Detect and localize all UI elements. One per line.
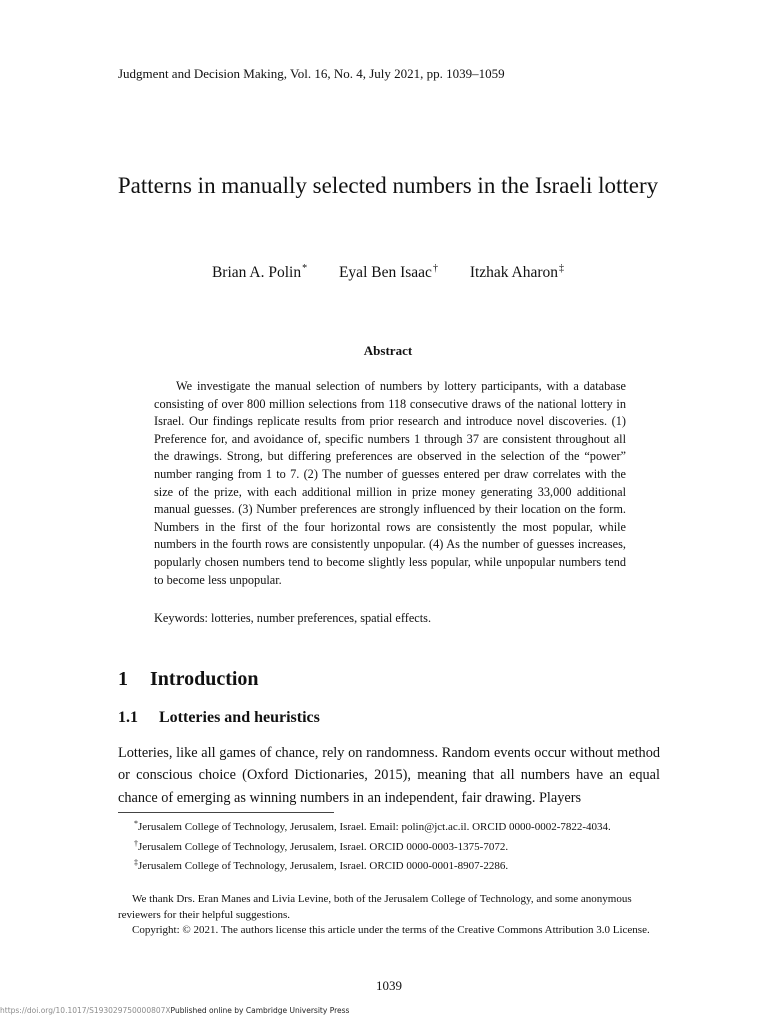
acknowledgment: We thank Drs. Eran Manes and Livia Levine, both of the Jerusalem College of Technology, and some anonymous reviewers for their helpful suggestions. (118, 893, 632, 921)
author-mark: ‡ (559, 263, 565, 274)
author-name: Itzhak Aharon (469, 264, 559, 281)
abstract-text: We investigate the manual selection of numbers by lottery participants, with a database consisting of over 800 million selections from 118 consecutive draws of the national lottery in Israel. Our findings replicate results from prior research and introduce novel discoveries. (1) Preference for, and avoidance of, specific numbers 1 through 37 are consistent throughout all the drawings. Strong, but differing preferences are observed in the selection of the “power” number ranging from 1 to 7. (2) The number of guesses entered per draw correlates with the size of the prize, with each additional million in prize money generating 33,000 additional manual guesses. (3) Number preferences are strongly influenced by their location on the form. Numbers in the first of the four horizontal rows are consistently the most popular, while numbers in the fourth rows are consistently unpopular. (4) As the number of guesses increases, popularly chosen numbers tend to become slightly less popular, while unpopular numbers tend to become less unpopular. (154, 379, 626, 587)
subsection-title: Lotteries and heuristics (159, 709, 320, 726)
author-name: Eyal Ben Isaac (338, 264, 432, 281)
published-note: Published online by Cambridge University Press (170, 1006, 350, 1015)
author-name: Brian A. Polin (211, 264, 302, 281)
subsection-heading (118, 709, 320, 727)
author-2 (339, 263, 438, 282)
footnote (118, 816, 660, 836)
body-paragraph: Lotteries, like all games of chance, rely on randomness. Random events occur without method or conscious choice (Oxford Dictionaries, 2015), meaning that all numbers have an equal chance of emerging as winning numbers in an independent, fair drawing. Players (118, 745, 660, 806)
footnote-mark: * (134, 819, 138, 828)
footnotes (118, 816, 660, 875)
footnote-text: Jerusalem College of Technology, Jerusalem, Israel. Email: polin@jct.ac.il. ORCID 0000-0002-7822-4034. (138, 821, 611, 833)
footnote-text: Jerusalem College of Technology, Jerusalem, Israel. ORCID 0000-0001-8907-2286. (138, 860, 509, 873)
keywords: Keywords: lotteries, number preferences, spatial effects. (154, 611, 432, 625)
footnote-divider (118, 812, 334, 813)
footnote (118, 836, 660, 856)
journal-header: Judgment and Decision Making, Vol. 16, No. 4, July 2021, pp. 1039–1059 (118, 66, 505, 81)
author-3 (470, 263, 564, 282)
acknowledgment-block (118, 892, 660, 939)
footnote-mark: ‡ (134, 858, 138, 868)
author-mark: * (302, 263, 308, 274)
footnote-mark: † (134, 838, 138, 848)
author-list (110, 263, 666, 282)
author-mark: † (432, 263, 438, 274)
footer-bar (0, 1006, 349, 1015)
copyright: Copyright: © 2021. The authors license this article under the terms of the Creative Commons Attribution 3.0 License. (132, 924, 650, 937)
page-number: 1039 (376, 978, 402, 993)
section-heading (118, 668, 259, 691)
footnote (118, 855, 660, 875)
section-title: Introduction (150, 668, 259, 690)
paper-title: Patterns in manually selected numbers in the Israeli lottery (117, 173, 659, 198)
doi-link[interactable]: https://doi.org/10.1017/S193029750000807X (0, 1006, 171, 1015)
abstract-heading: Abstract (363, 343, 413, 358)
author-1 (212, 263, 307, 282)
section-number: 1 (118, 668, 128, 690)
subsection-number: 1.1 (118, 709, 138, 726)
footnote-text: Jerusalem College of Technology, Jerusalem, Israel. ORCID 0000-0003-1375-7072. (138, 840, 509, 853)
